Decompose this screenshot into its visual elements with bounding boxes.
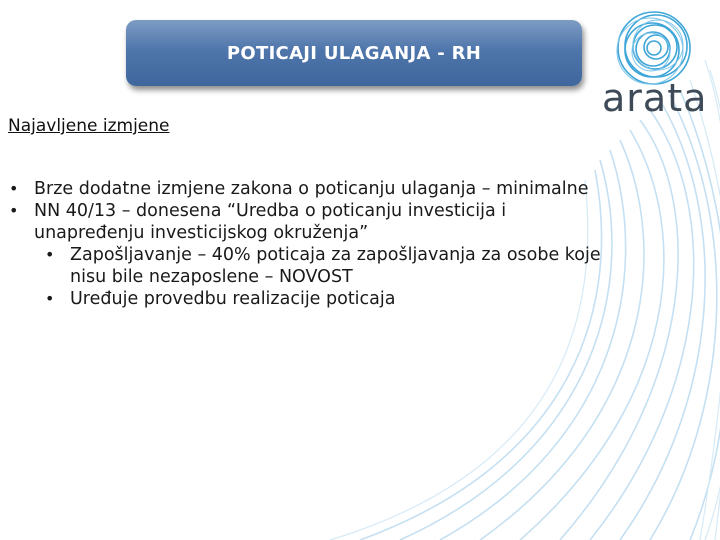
section-heading: Najavljene izmjene	[8, 116, 170, 136]
sub-list-item-text-line2: nisu bile nezaposlene – NOVOST	[70, 267, 353, 287]
bullet-list	[0, 178, 720, 310]
list-item	[0, 178, 720, 200]
sub-list-item	[0, 288, 720, 310]
list-item-text-line2: unapređenju investicijskog okruženja”	[34, 223, 369, 243]
logo-wordmark: arata	[602, 76, 708, 120]
sub-list-item	[0, 244, 720, 288]
page-title: POTICAJI ULAGANJA - RH	[226, 42, 482, 64]
list-item-text: Brze dodatne izmjene zakona o poticanju ulaganja – minimalne	[34, 179, 589, 199]
list-item	[0, 200, 720, 244]
bullet-icon: •	[9, 201, 19, 220]
bullet-icon: •	[45, 245, 55, 264]
title-banner	[126, 20, 582, 86]
sub-list-item-text-line1: Zapošljavanje – 40% poticaja za zapošljavanja za osobe koje	[70, 245, 601, 265]
sub-list-item-text-line1: Uređuje provedbu realizacije poticaja	[70, 289, 396, 309]
list-item-text-line1: NN 40/13 – donesena “Uredba o poticanju investicija i	[34, 201, 507, 221]
bullet-icon: •	[45, 289, 55, 308]
bullet-icon: •	[9, 179, 19, 198]
